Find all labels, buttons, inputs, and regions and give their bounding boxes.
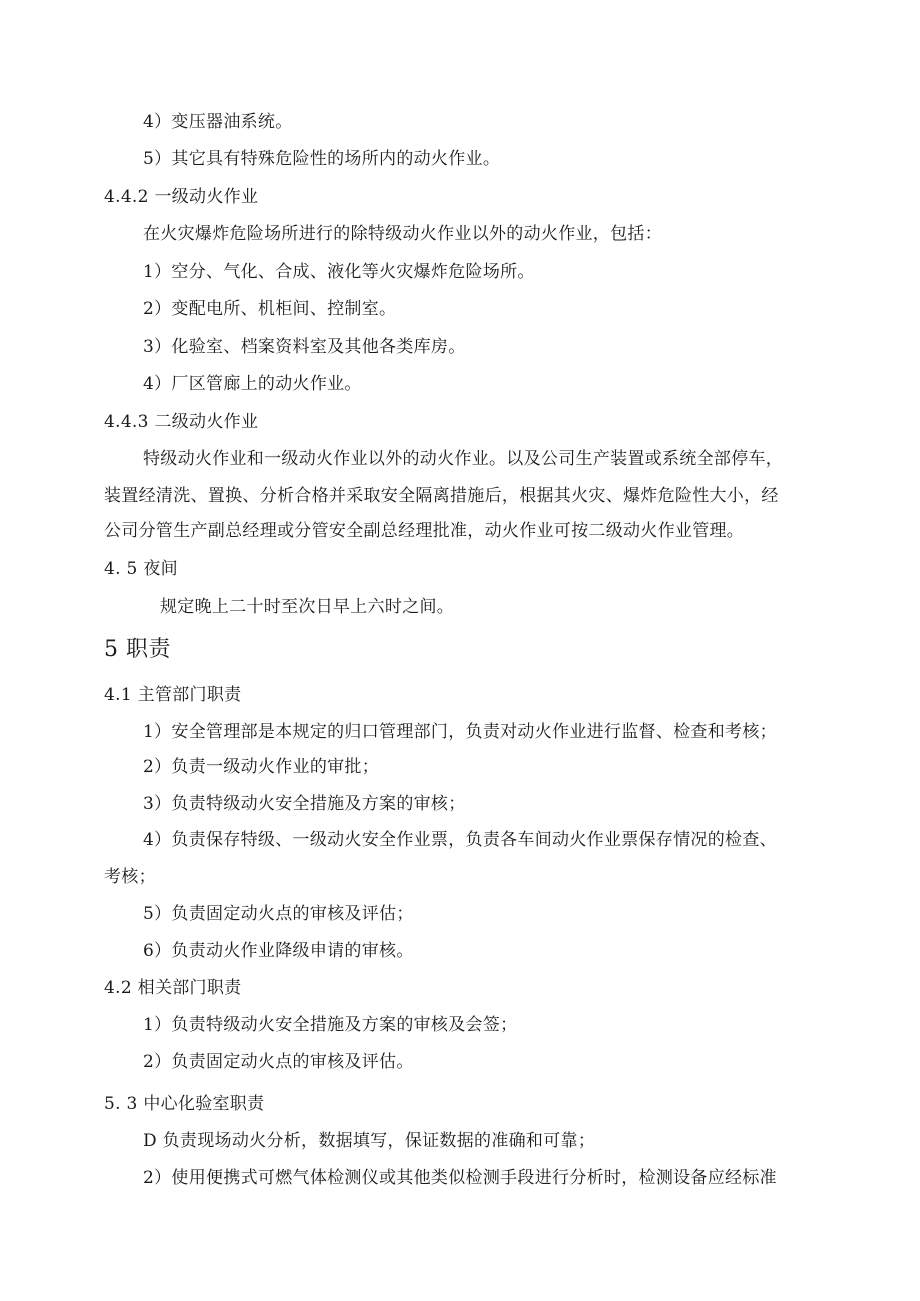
list-item: 2）负责一级动火作业的审批；: [143, 757, 380, 777]
list-item: 1）空分、气化、合成、液化等火灾爆炸危险场所。: [143, 262, 535, 282]
paragraph-line: 特级动火作业和一级动火作业以外的动火作业。以及公司生产装置或系统全部停车，: [143, 449, 784, 469]
paragraph-line: 公司分管生产副总经理或分管安全副总经理批准，动火作业可按二级动火作业管理。: [104, 521, 745, 541]
list-item: 3）化验室、档案资料室及其他各类库房。: [143, 337, 466, 357]
list-item: 4）厂区管廊上的动火作业。: [143, 374, 362, 394]
list-item: 2）使用便携式可燃气体检测仪或其他类似检测手段进行分析时，检测设备应经标准: [143, 1168, 777, 1188]
section-heading: 5. 3 中心化验室职责: [104, 1094, 265, 1114]
list-item: 5）负责固定动火点的审核及评估；: [143, 904, 414, 924]
list-item: 1）安全管理部是本规定的归口管理部门，负责对动火作业进行监督、检查和考核；: [143, 722, 777, 742]
paragraph-line: 在火灾爆炸危险场所进行的除特级动火作业以外的动火作业，包括：: [143, 224, 662, 244]
list-item: 4）负责保存特级、一级动火安全作业票，负责各车间动火作业票保存情况的检查、: [143, 830, 777, 850]
section-heading: 4. 5 夜间: [104, 559, 178, 579]
list-item: 5）其它具有特殊危险性的场所内的动火作业。: [143, 149, 501, 169]
list-item: 6）负责动火作业降级申请的审核。: [143, 941, 414, 961]
list-item: 考核；: [104, 867, 156, 887]
list-item: 2）负责固定动火点的审核及评估。: [143, 1052, 414, 1072]
list-item: 3）负责特级动火安全措施及方案的审核；: [143, 794, 466, 814]
list-item: D 负责现场动火分析，数据填写，保证数据的准确和可靠；: [143, 1131, 596, 1151]
section-heading: 4.4.3 二级动火作业: [104, 412, 259, 432]
list-item: 4）变压器油系统。: [143, 112, 293, 132]
section-heading: 4.2 相关部门职责: [104, 978, 242, 998]
paragraph-line: 装置经清洗、置换、分析合格并采取安全隔离措施后，根据其火灾、爆炸危险性大小，经: [104, 486, 779, 506]
section-heading: 4.1 主管部门职责: [104, 685, 242, 705]
paragraph-line: 规定晚上二十时至次日早上六时之间。: [160, 597, 455, 617]
section-heading: 4.4.2 一级动火作业: [104, 187, 259, 207]
list-item: 1）负责特级动火安全措施及方案的审核及会签；: [143, 1015, 518, 1035]
chapter-heading: 5 职责: [104, 637, 171, 662]
list-item: 2）变配电所、机柜间、控制室。: [143, 299, 397, 319]
